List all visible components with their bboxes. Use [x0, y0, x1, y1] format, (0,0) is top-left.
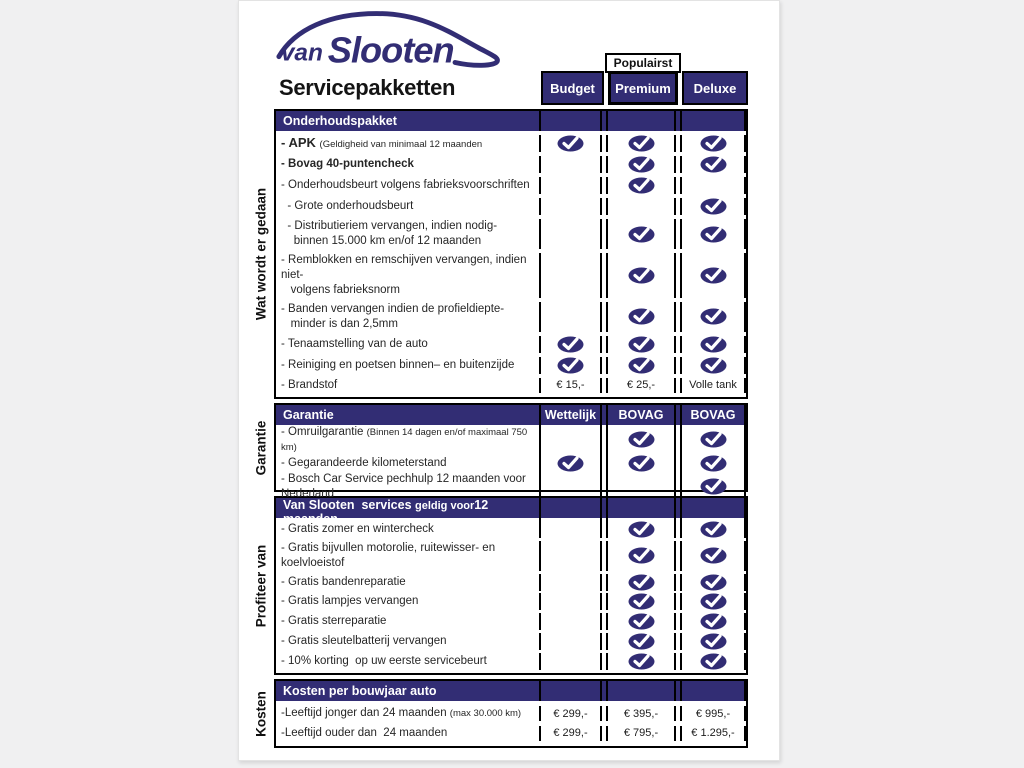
value-text: € 15,-	[556, 379, 585, 392]
value-cell	[539, 653, 602, 670]
label-text: -Leeftijd jonger dan 24 maanden	[281, 707, 450, 720]
feature-label-line	[281, 425, 539, 455]
value-cell	[606, 378, 676, 393]
label-text: -Leeftijd ouder dan 24 maanden	[281, 727, 448, 739]
check-icon	[557, 336, 584, 353]
feature-label-line	[281, 317, 539, 332]
feature-label-line	[281, 253, 539, 283]
feature-label	[276, 726, 539, 741]
value-text: € 25,-	[626, 379, 656, 392]
section-onderhoudspakket	[274, 109, 748, 399]
check-icon	[700, 357, 727, 374]
package-header-value	[680, 681, 746, 701]
document-page	[238, 0, 780, 761]
value-cell	[606, 541, 676, 571]
feature-label	[276, 455, 539, 472]
value-cell	[680, 455, 746, 472]
check-icon	[700, 653, 727, 670]
label-text: - Tenaamstelling van de auto	[281, 337, 428, 350]
feature-row	[276, 177, 746, 194]
label-text: - Banden vervangen indien de profieldiepte-	[281, 302, 505, 315]
value-cell	[606, 706, 676, 721]
section-van-slooten-services	[274, 496, 748, 675]
check-icon	[557, 455, 584, 472]
label-text: - Distributieriem vervangen, indien nodig-	[281, 220, 498, 233]
value-cell	[539, 726, 602, 741]
label-text: geldig voor	[415, 500, 475, 512]
logo-text-slooten: Slooten	[327, 29, 454, 71]
section-title	[276, 684, 539, 698]
feature-label-line	[281, 234, 539, 249]
check-icon	[700, 593, 727, 610]
feature-row	[276, 593, 746, 610]
label-text: Kosten per bouwjaar auto	[283, 684, 437, 698]
value-cell	[539, 633, 602, 650]
feature-label	[276, 521, 539, 538]
feature-row	[276, 378, 746, 393]
value-text: € 299,-	[553, 707, 588, 720]
value-cell	[606, 455, 676, 472]
feature-row	[276, 726, 746, 741]
package-header-value	[680, 111, 746, 131]
check-icon	[700, 547, 727, 564]
feature-label-line	[281, 219, 539, 234]
check-icon	[628, 177, 655, 194]
check-icon	[628, 521, 655, 538]
value-cell	[680, 726, 746, 741]
section-header	[276, 111, 746, 131]
feature-row	[276, 455, 746, 472]
value-text: € 795,-	[623, 727, 659, 740]
check-icon	[700, 431, 727, 448]
feature-label	[276, 633, 539, 650]
feature-row	[276, 521, 746, 538]
value-text: € 995,-	[695, 707, 731, 720]
package-header-row	[274, 71, 748, 105]
label-text: (Geldigheid van minimaal 12 maanden	[319, 139, 483, 151]
value-cell	[680, 219, 746, 249]
value-cell	[606, 177, 676, 194]
package-header-value	[606, 111, 676, 131]
value-cell	[680, 357, 746, 374]
feature-label	[276, 219, 539, 249]
value-cell	[680, 593, 746, 610]
check-icon	[557, 135, 584, 152]
label-text: (max 30.000 km)	[449, 708, 522, 720]
value-cell	[606, 219, 676, 249]
label-text: - Onderhoudsbeurt volgens fabrieksvoorschriften	[281, 179, 530, 192]
value-cell	[680, 541, 746, 571]
value-cell	[680, 336, 746, 353]
label-text: - Brandstof	[281, 378, 338, 391]
check-icon	[700, 478, 727, 495]
value-cell	[539, 219, 602, 249]
value-cell	[539, 574, 602, 591]
value-cell	[606, 302, 676, 332]
side-label-profiteer-van: Profiteer van	[253, 544, 269, 628]
feature-row	[276, 613, 746, 630]
popular-badge: Populairst	[605, 53, 681, 73]
section-header	[276, 405, 746, 425]
feature-row	[276, 219, 746, 249]
label-text: volgens fabrieksnorm	[281, 283, 400, 296]
feature-label-line	[281, 706, 539, 721]
value-cell	[606, 336, 676, 353]
label-text: - Gratis lampjes vervangen	[281, 595, 419, 608]
section-title	[276, 114, 539, 128]
feature-label	[276, 425, 539, 455]
check-icon	[628, 267, 655, 284]
value-cell	[606, 425, 676, 455]
column-header-deluxe: Deluxe	[682, 71, 748, 105]
section-title	[276, 408, 539, 422]
feature-label	[276, 613, 539, 630]
feature-label-line	[281, 654, 539, 669]
label-text: 12 maanden	[283, 498, 492, 526]
label-text: Garantie	[283, 408, 334, 422]
feature-label-line	[281, 358, 539, 373]
feature-label	[276, 302, 539, 332]
section-garantie	[274, 403, 748, 500]
section-kosten	[274, 679, 748, 748]
feature-label	[276, 336, 539, 353]
column-header-budget: Budget	[541, 71, 604, 105]
value-cell	[539, 378, 602, 393]
side-label-kosten: Kosten	[253, 691, 269, 737]
feature-label-line	[281, 178, 539, 193]
label-text: - Reiniging en poetsen binnen– en buitenzijde	[281, 358, 515, 371]
value-cell	[680, 425, 746, 455]
check-icon	[700, 308, 727, 325]
check-icon	[628, 547, 655, 564]
feature-label	[276, 593, 539, 610]
label-text: - Grote onderhoudsbeurt	[281, 200, 414, 213]
feature-label	[276, 135, 539, 152]
feature-label	[276, 156, 539, 173]
feature-label-line	[281, 726, 539, 741]
feature-label	[276, 378, 539, 393]
label-text: - Gratis zomer en wintercheck	[281, 522, 434, 535]
value-cell	[606, 357, 676, 374]
feature-label	[276, 357, 539, 374]
feature-label-line	[281, 456, 539, 471]
feature-label	[276, 706, 539, 721]
label-text: (Binnen 14 dagen en/of maximaal 750 km)	[281, 427, 530, 453]
value-cell	[606, 253, 676, 298]
check-icon	[628, 633, 655, 650]
value-cell	[680, 177, 746, 194]
value-cell	[680, 253, 746, 298]
value-cell	[606, 613, 676, 630]
value-cell	[539, 706, 602, 721]
check-icon	[628, 455, 655, 472]
feature-row	[276, 425, 746, 455]
label-text: - Bovag 40-puntencheck	[281, 158, 414, 171]
label-text: - Gegarandeerde kilometerstand	[281, 456, 447, 469]
check-icon	[628, 135, 655, 152]
value-cell	[539, 177, 602, 194]
label-text: Onderhoudspakket	[283, 114, 397, 128]
value-cell	[539, 455, 602, 472]
check-icon	[700, 613, 727, 630]
feature-label-line	[281, 135, 539, 152]
feature-label	[276, 177, 539, 194]
value-text: € 1.295,-	[691, 727, 735, 740]
check-icon	[700, 455, 727, 472]
feature-row	[276, 357, 746, 374]
value-text: Volle tank	[689, 379, 737, 392]
feature-label-line	[281, 302, 539, 317]
feature-label-line	[281, 634, 539, 649]
value-cell	[606, 726, 676, 741]
value-cell	[539, 135, 602, 152]
feature-row	[276, 633, 746, 650]
page-title: Servicepakketten	[279, 75, 456, 100]
check-icon	[700, 521, 727, 538]
value-cell	[539, 198, 602, 215]
column-header-premium: Premium	[608, 71, 678, 105]
check-icon	[700, 267, 727, 284]
section-body	[276, 518, 746, 673]
value-cell	[680, 302, 746, 332]
feature-row	[276, 336, 746, 353]
check-icon	[700, 156, 727, 173]
value-cell	[539, 253, 602, 298]
value-cell	[539, 357, 602, 374]
value-cell	[606, 198, 676, 215]
value-cell	[680, 198, 746, 215]
package-header-value	[606, 681, 676, 701]
value-cell	[539, 541, 602, 571]
feature-label-line	[281, 337, 539, 352]
label-text: - Gratis bandenreparatie	[281, 575, 406, 588]
feature-label-line	[281, 541, 539, 571]
value-cell	[606, 653, 676, 670]
feature-label-line	[281, 157, 539, 172]
logo-text-van: van	[280, 39, 323, 67]
value-cell	[539, 425, 602, 455]
label-text: - 10% korting op uw eerste servicebeurt	[281, 655, 487, 668]
value-cell	[606, 135, 676, 152]
feature-label-line	[281, 522, 539, 537]
feature-row	[276, 706, 746, 721]
check-icon	[700, 574, 727, 591]
feature-label	[276, 253, 539, 298]
value-text: € 299,-	[553, 727, 588, 740]
label-text: - Gratis sleutelbatterij vervangen	[281, 635, 447, 648]
brand-logo	[273, 7, 503, 71]
feature-row	[276, 302, 746, 332]
section-body	[276, 701, 746, 746]
value-cell	[606, 633, 676, 650]
value-cell	[680, 156, 746, 173]
value-cell	[680, 378, 746, 393]
label-text: - Gratis sterreparatie	[281, 615, 387, 628]
feature-row	[276, 253, 746, 298]
package-header-value	[539, 681, 602, 701]
package-header-value: Wettelijk	[539, 405, 602, 425]
check-icon	[700, 226, 727, 243]
value-cell	[606, 593, 676, 610]
feature-row	[276, 198, 746, 215]
check-icon	[628, 574, 655, 591]
check-icon	[700, 198, 727, 215]
check-icon	[628, 613, 655, 630]
package-header-value: BOVAG	[680, 405, 746, 425]
label-text: - Gratis bijvullen motorolie, ruitewisser- en koelvloeistof	[281, 541, 499, 569]
check-icon	[557, 357, 584, 374]
value-cell	[539, 336, 602, 353]
label-text: minder is dan 2,5mm	[281, 317, 398, 330]
check-icon	[700, 336, 727, 353]
label-text: Van Slooten services	[283, 498, 416, 512]
check-icon	[628, 357, 655, 374]
label-text: - Omruilgarantie	[281, 426, 367, 438]
value-cell	[680, 653, 746, 670]
check-icon	[700, 135, 727, 152]
value-cell	[680, 521, 746, 538]
value-cell	[539, 613, 602, 630]
section-body	[276, 131, 746, 397]
check-icon	[628, 226, 655, 243]
check-icon	[628, 593, 655, 610]
value-cell	[606, 521, 676, 538]
feature-label	[276, 653, 539, 670]
side-label-garantie: Garantie	[253, 420, 269, 476]
feature-row	[276, 653, 746, 670]
label-text: - Bosch Car Service pechhulp 12 maanden voor Nederland	[281, 472, 530, 500]
value-cell	[539, 156, 602, 173]
value-cell	[680, 574, 746, 591]
value-text: € 395,-	[623, 707, 659, 720]
check-icon	[628, 156, 655, 173]
feature-row	[276, 574, 746, 591]
feature-label	[276, 574, 539, 591]
value-cell	[680, 135, 746, 152]
feature-label-line	[281, 378, 539, 393]
side-label-wat-wordt-er-gedaan: Wat wordt er gedaan	[253, 187, 269, 321]
value-cell	[539, 593, 602, 610]
value-cell	[539, 521, 602, 538]
feature-label-line	[281, 283, 539, 298]
feature-row	[276, 135, 746, 152]
value-cell	[680, 613, 746, 630]
feature-label-line	[281, 614, 539, 629]
feature-label	[276, 541, 539, 571]
check-icon	[628, 431, 655, 448]
label-text: binnen 15.000 km en/of 12 maanden	[281, 235, 482, 248]
feature-label-line	[281, 199, 539, 214]
package-header-value	[539, 111, 602, 131]
check-icon	[700, 633, 727, 650]
value-cell	[606, 574, 676, 591]
feature-label	[276, 198, 539, 215]
check-icon	[628, 308, 655, 325]
label-text: - APK	[281, 135, 320, 151]
section-header	[276, 681, 746, 701]
package-header-value: BOVAG	[606, 405, 676, 425]
feature-row	[276, 541, 746, 571]
value-cell	[680, 706, 746, 721]
check-icon	[628, 336, 655, 353]
value-cell	[606, 156, 676, 173]
service-packages-table	[274, 109, 748, 752]
check-icon	[628, 653, 655, 670]
label-text: - Remblokken en remschijven vervangen, indien niet-	[281, 254, 530, 281]
section-header	[276, 498, 746, 526]
value-cell	[539, 302, 602, 332]
feature-label-line	[281, 575, 539, 590]
feature-label-line	[281, 594, 539, 609]
section-body	[276, 425, 746, 500]
value-cell	[680, 633, 746, 650]
feature-row	[276, 156, 746, 173]
